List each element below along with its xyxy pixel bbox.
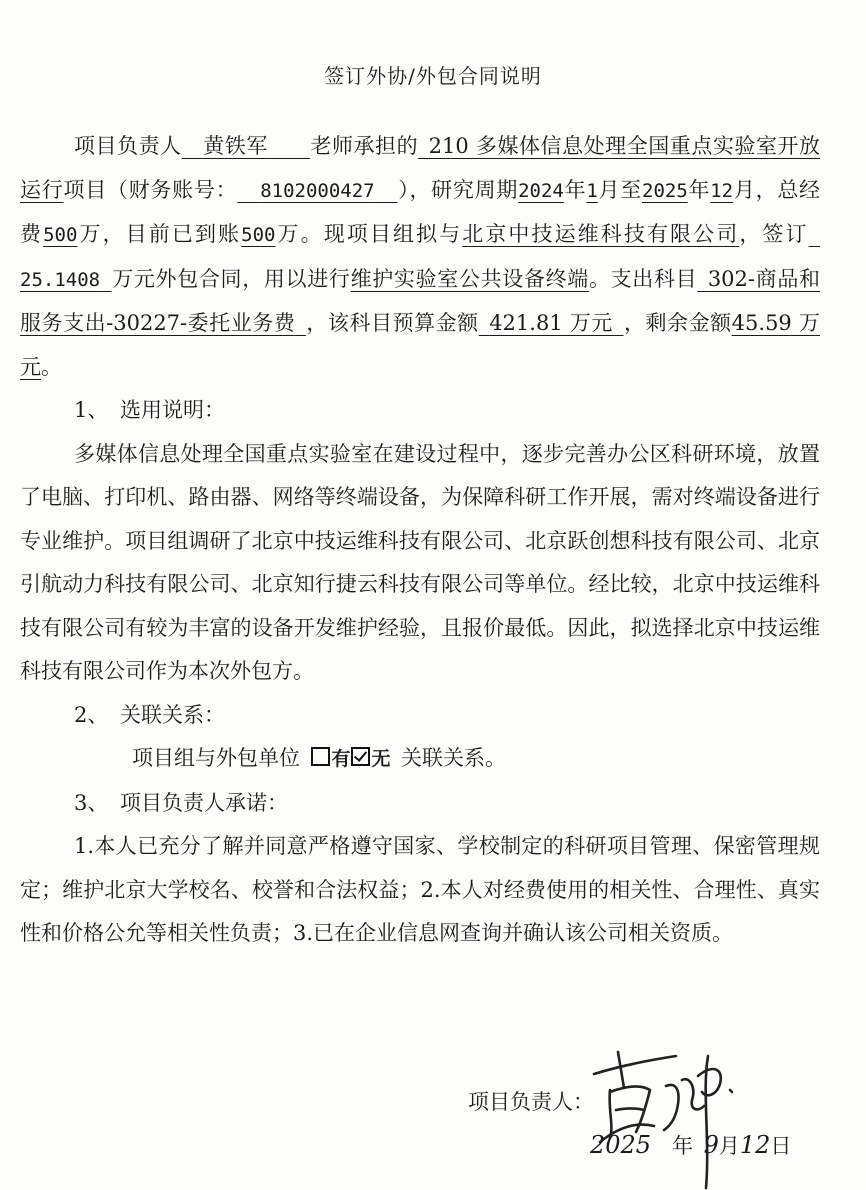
text-leader-label: 项目负责人 [74, 134, 182, 158]
section-2-title: 关联关系： [120, 702, 225, 727]
text-sign-label: ，签订 [739, 222, 809, 246]
text-purpose-label: 万元外包合同，用以进行 [111, 266, 351, 291]
end-year-field: 2025 [642, 179, 688, 202]
text-year-2: 年 [687, 177, 711, 202]
text-received-label: 万，目前已到账 [77, 222, 242, 246]
text-partner-label: 万。现项目组拟与 [275, 222, 463, 246]
section-1-number: 1、 [74, 398, 109, 422]
leader-name-field: 黄铁军 [202, 134, 268, 158]
text-subject-label: 。支出科目 [588, 266, 698, 291]
document-title: 签订外协/外包合同说明 [324, 64, 542, 88]
date-month: 9 [703, 1131, 719, 1159]
text-to: 月至 [597, 177, 642, 202]
end-month-field: 12 [710, 179, 734, 202]
received-field: 500 [241, 224, 276, 246]
text-undertake: 老师承担的 [309, 134, 419, 158]
company-field: 北京中技运维科技有限公司 [462, 222, 740, 246]
section-3-text: 1.本人已充分了解并同意严格遵守国家、学校制定的科研项目管理、保密管理规定；维护北京大学校名、校誉和合法权益；2.本人对经费使用的相关性、合理性、真实性和价格公允等相关性负责；3.已在企业信息网查询并确认该公司相关资质。 [20, 834, 820, 945]
option-no-label: 无 [371, 748, 391, 770]
text-period-label: ），研究周期 [397, 177, 519, 202]
relation-prefix: 项目组与外包单位 [132, 746, 300, 770]
date-day-label: 日 [770, 1134, 792, 1158]
date-month-label: 月 [718, 1134, 740, 1158]
document-body [20, 125, 820, 956]
text-period: 。 [41, 354, 62, 379]
section-3-title: 项目负责人承诺： [120, 790, 288, 815]
checkbox-yes[interactable] [311, 747, 330, 766]
date-year-label: 年 [672, 1134, 694, 1158]
account-field: 8102000427 [260, 179, 375, 202]
section-1-title: 选用说明： [120, 398, 225, 422]
date-year: 2025 [590, 1131, 652, 1159]
purpose-field: 维护实验室公共设备终端 [350, 266, 589, 291]
date-day: 12 [739, 1131, 771, 1159]
signature-date [590, 1130, 791, 1160]
section-2-heading [20, 694, 820, 738]
section-2-number: 2、 [74, 702, 109, 727]
remaining-field: 45.59 万元 [20, 311, 821, 379]
text-total-label: 月，总经费 [20, 177, 821, 246]
subject-field: 302-商品和服务支出-30227-委托业务费 [20, 266, 821, 335]
option-yes-label: 有 [331, 748, 351, 770]
project-name-field: 210 多媒体信息处理全国重点实验室开放运行 [20, 134, 821, 202]
section-1-heading [20, 389, 820, 433]
section-3-number: 3、 [74, 790, 109, 815]
relation-suffix: 关联关系。 [401, 746, 507, 770]
intro-paragraph [20, 125, 820, 389]
section-3-heading [20, 782, 820, 826]
section-1-text: 多媒体信息处理全国重点实验室在建设过程中，逐步完善办公区科研环境，放置了电脑、打印机、路由器、网络等终端设备，为保障科研工作开展，需对终端设备进行专业维护。项目组调研了北京中技运维科技有限公司、北京跃创想科技有限公司、北京引航动力科技有限公司、北京知行捷云科技有限公司等单位。经比较，北京中技运维科技有限公司有较为丰富的设备开发维护经验，且报价最低。因此，拟选择北京中技运维科技有限公司作为本次外包方。 [20, 441, 820, 683]
start-year-field: 2024 [518, 179, 564, 202]
start-month-field: 1 [586, 179, 598, 202]
total-field: 500 [43, 224, 78, 246]
text-budget-label: ，该科目预算金额 [305, 311, 479, 335]
signature-label: 项目负责人： [468, 1090, 594, 1114]
checkbox-no-checked[interactable] [351, 747, 370, 766]
text-remaining-label: ，剩余金额 [623, 311, 732, 335]
handwritten-signature [580, 1030, 760, 1190]
text-account-label: 项目（财务账号： [63, 177, 238, 202]
amount-field: 25.1408 [20, 268, 101, 291]
relation-line [20, 737, 820, 782]
budget-field: 421.81 万元 [489, 311, 613, 335]
text-year: 年 [563, 177, 587, 202]
